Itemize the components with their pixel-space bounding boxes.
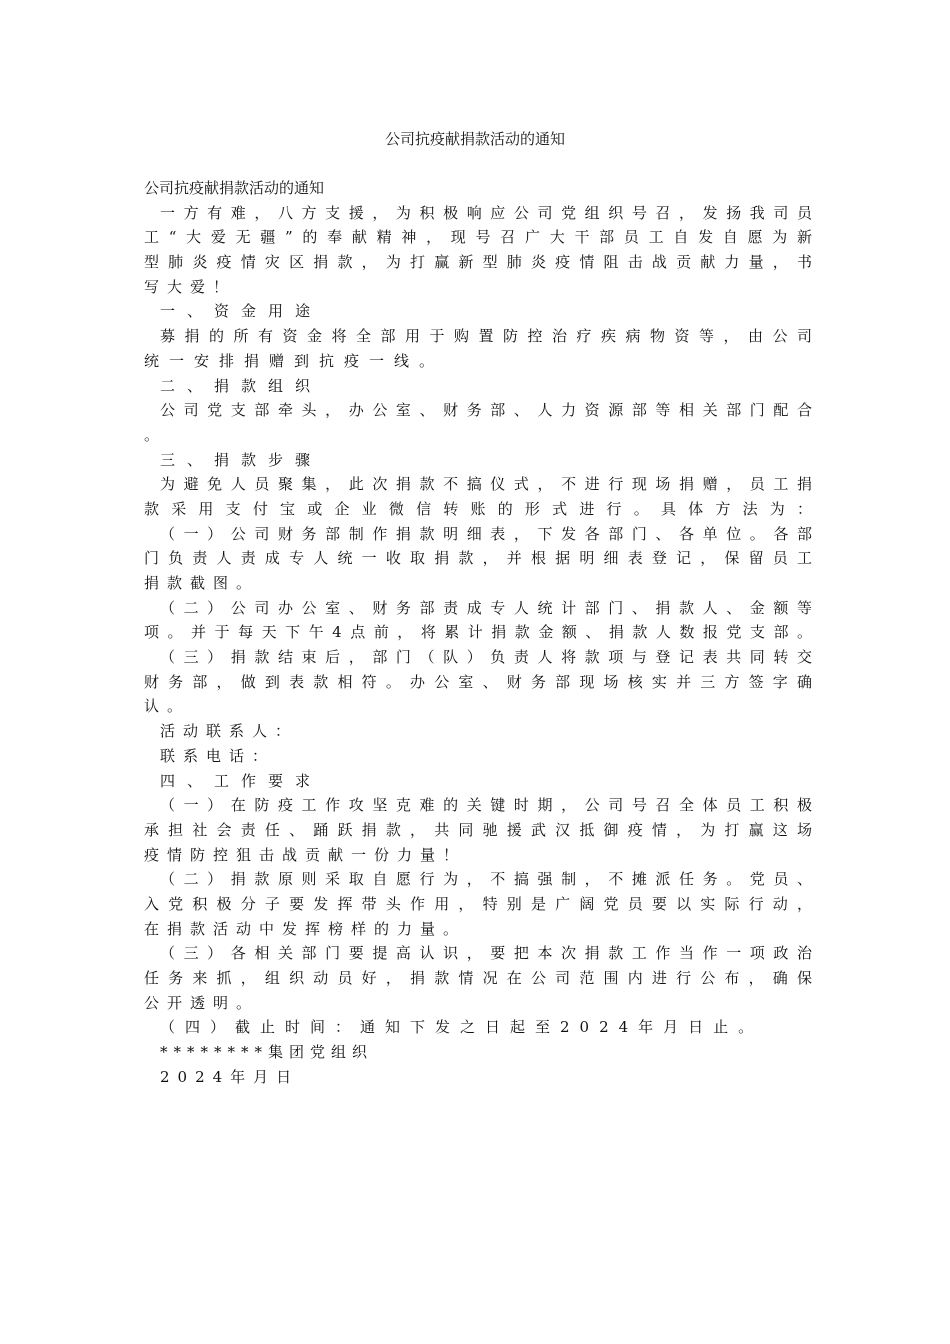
paragraph-line: 捐款截图。 [144,574,260,592]
paragraph-line: 写大爱！ [144,277,237,296]
section-heading: 一、资金用途 [160,302,323,321]
paragraph-line: （二）公司办公室、财务部责成专人统计部门、捐款人、金额等 [160,598,812,617]
paragraph-line: 募捐的所有资金将全部用于购置防控治疗疾病物资等，由公司 [160,327,812,346]
paragraph-line: 款采用支付宝或企业微信转账的形式进行。具体方法为： [144,499,812,518]
paragraph-line: 项。并于每天下午4点前，将累计捐款金额、捐款人数报党支部。 [144,623,812,642]
paragraph-line: 承担社会责任、踊跃捐款，共同驰援武汉抵御疫情，为打赢这场 [144,820,812,839]
paragraph-line: 为避免人员聚集，此次捐款不搞仪式，不进行现场捐赠，员工捐 [160,475,812,494]
document-body [144,176,812,1089]
paragraph-line: 统一安排捐赠到抗疫一线。 [144,351,445,370]
deadline-line: （四）截止时间：通知下发之日起至2024年月日止。 [160,1018,764,1037]
document-title: 公司抗疫献捐款活动的通知 [384,130,565,148]
signature-organization: ********集团党组织 [160,1043,374,1062]
paragraph-line: 。 [144,425,160,444]
paragraph-line: 门负责人责成专人统一收取捐款，并根据明细表登记，保留员工 [144,549,812,568]
paragraph-line: （三）各相关部门要提高认识，要把本次捐款工作当作一项政治 [160,944,812,963]
body-heading: 公司抗疫献捐款活动的通知 [144,179,325,197]
section-heading: 四、工作要求 [160,771,323,790]
paragraph-line: （一）在防疫工作攻坚克难的关键时期，公司号召全体员工积极 [160,796,812,815]
paragraph-line: 财务部，做到表款相符。办公室、财务部现场核实并三方签字确 [144,672,812,691]
paragraph-line: 在捐款活动中发挥榜样的力量。 [144,919,467,938]
contact-person: 活动联系人： [160,722,299,741]
paragraph-line: 认。 [144,697,191,716]
paragraph-line: 公开透明。 [144,993,260,1012]
signature-date: 2024年月日 [160,1067,300,1086]
paragraph-line: 任务来抓，组织动员好，捐款情况在公司范围内进行公布，确保 [144,969,812,987]
contact-phone: 联系电话： [160,746,276,765]
paragraph-line: （二）捐款原则采取自愿行为，不搞强制，不摊派任务。党员、 [160,870,812,889]
paragraph-line: 一方有难，八方支援，为积极响应公司党组织号召，发扬我司员 [160,203,812,222]
paragraph-line: 型肺炎疫情灾区捐款，为打赢新型肺炎疫情阻击战贡献力量，书 [144,253,812,272]
paragraph-line: （三）捐款结束后，部门（队）负责人将款项与登记表共同转交 [160,648,812,667]
section-heading: 三、捐款步骤 [160,450,323,469]
section-heading: 二、捐款组织 [160,376,323,395]
paragraph-line: 疫情防控狙击战贡献一份力量！ [144,845,467,864]
paragraph-line: 公司党支部牵头，办公室、财务部、人力资源部等相关部门配合 [160,401,812,420]
paragraph-line: （一）公司财务部制作捐款明细表，下发各部门、各单位。各部 [160,524,812,543]
paragraph-line: 入党积极分子要发挥带头作用，特别是广阔党员要以实际行动， [144,894,812,913]
paragraph-line: 工“大爱无疆”的奉献精神，现号召广大干部员工自发自愿为新 [144,228,812,247]
